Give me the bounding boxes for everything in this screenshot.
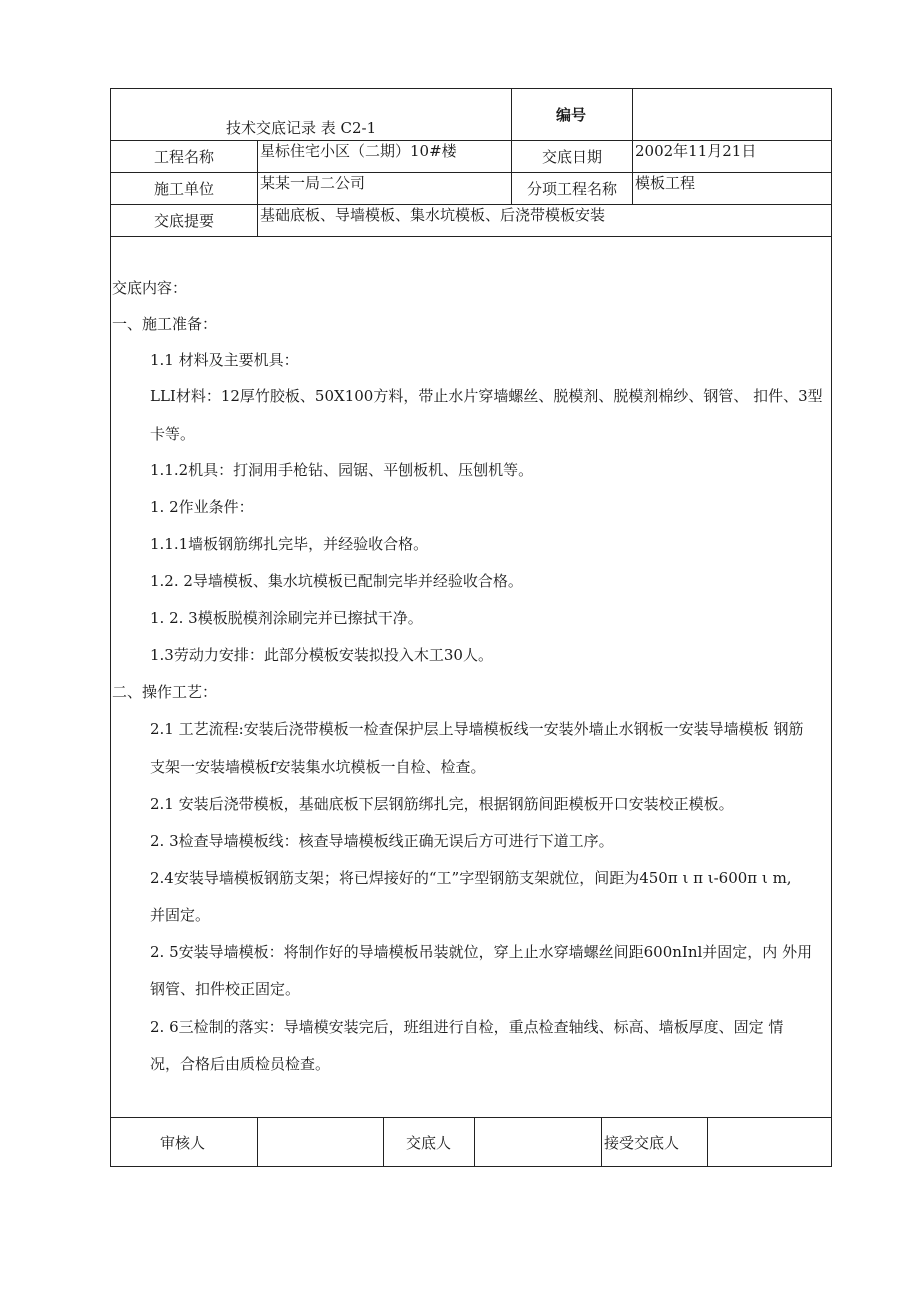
section-heading: 二、操作工艺： bbox=[112, 683, 218, 701]
content-line: 2. 6三检制的落实：导墙模安装完后，班组进行自检，重点检查轴线、标高、墙板厚度、固定 情 bbox=[150, 1018, 784, 1036]
receiver-label: 接受交底人 bbox=[604, 1134, 680, 1152]
content-line: 钢管、扣件校正固定。 bbox=[150, 980, 301, 998]
content-line: 卡等。 bbox=[150, 425, 196, 443]
content-line: LLI材料：12厚竹胶板、50X100方料，带止水片穿墙螺丝、脱模剂、脱模剂棉纱、钢管、 扣件、3型 bbox=[150, 387, 823, 405]
discloser-label: 交底人 bbox=[406, 1134, 452, 1152]
content-line: 2. 3检查导墙模板线：核查导墙模板线正确无误后方可进行下道工序。 bbox=[150, 832, 614, 850]
section-heading: 一、施工准备： bbox=[112, 315, 218, 333]
content-line: 况，合格后由质检员检查。 bbox=[150, 1055, 331, 1073]
content-line: 1. 2. 3模板脱模剂涂刷完并已擦拭干净。 bbox=[150, 609, 423, 627]
number-label: 编号 bbox=[556, 106, 587, 124]
content-line: 1.3劳动力安排：此部分模板安装拟投入木工30人。 bbox=[150, 646, 493, 664]
reviewer-label: 审核人 bbox=[160, 1134, 206, 1152]
content-line: 2. 5安装导墙模板：将制作好的导墙模板吊装就位，穿上止水穿墙螺丝间距600nInl并固定，内 外用 bbox=[150, 943, 813, 961]
content-heading: 交底内容： bbox=[112, 279, 188, 297]
summary-label: 交底提要 bbox=[154, 212, 215, 230]
subitem-name-value: 模板工程 bbox=[635, 174, 696, 192]
content-line: 1. 2作业条件： bbox=[150, 498, 254, 516]
construction-unit-value: 某某一局二公司 bbox=[260, 174, 366, 192]
project-name-value: 星标住宅小区（二期）10#楼 bbox=[260, 142, 457, 160]
content-line: 2.1 安装后浇带模板，基础底板下层钢筋绑扎完，根据钢筋间距模板开口安装校正模板。 bbox=[150, 795, 734, 813]
content-line: 2.1 工艺流程:安装后浇带模板一检查保护层上导墙模板线一安装外墙止水钢板一安装导墙模板 钢筋 bbox=[150, 720, 804, 738]
disclosure-date-value: 2002年11月21日 bbox=[635, 142, 757, 160]
disclosure-date-label: 交底日期 bbox=[542, 148, 603, 166]
construction-unit-label: 施工单位 bbox=[154, 180, 215, 198]
project-name-label: 工程名称 bbox=[154, 148, 215, 166]
content-line: 2.4安装导墙模板钢筋支架；将已焊接好的“工”字型钢筋支架就位，间距为450π ι π ι-600π ι m, bbox=[150, 869, 792, 887]
content-line: 1.1.2机具：打洞用手枪钻、园锯、平刨板机、压刨机等。 bbox=[150, 461, 534, 479]
summary-value: 基础底板、导墙模板、集水坑模板、后浇带模板安装 bbox=[260, 206, 606, 224]
form-title: 技术交底记录 表 C2-1 bbox=[226, 119, 377, 137]
content-line: 1.2. 2导墙模板、集水坑模板已配制完毕并经验收合格。 bbox=[150, 572, 523, 590]
subitem-name-label: 分项工程名称 bbox=[527, 180, 618, 198]
content-line: 并固定。 bbox=[150, 906, 211, 924]
content-line: 支架一安装墙模板f安装集水坑模板一自检、检查。 bbox=[150, 758, 486, 776]
content-line: 1.1.1墙板钢筋绑扎完毕，并经验收合格。 bbox=[150, 535, 429, 553]
content-line: 1.1 材料及主要机具： bbox=[150, 351, 299, 369]
